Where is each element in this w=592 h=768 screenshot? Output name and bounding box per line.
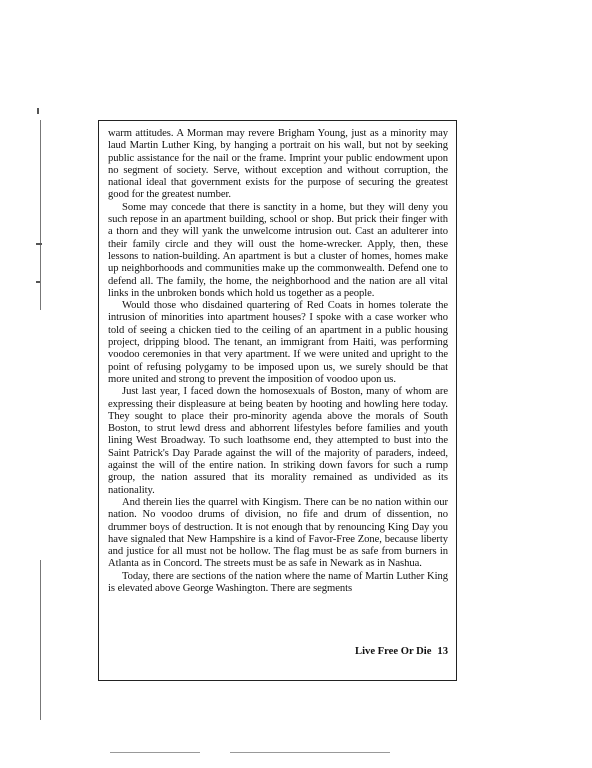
paragraph-3: Would those who disdained quartering of Red Coats in homes tolerate the intrusion of minorities into apartment houses? I spoke with a case worker who told of seeing a chicken tied to the ceiling of an apartment in a public housing project, dripping blood. The tenant, an immigrant from Haiti, was performing voodoo ceremonies in that very apartment. If we were united and upright to the point of refusing polygamy to be imposed upon us, we surely should be that more united and strong to prevent the imposition of voodoo upon us. [108, 300, 448, 385]
running-title: Live Free Or Die [355, 646, 432, 657]
page-footer [330, 646, 448, 657]
paragraph-4: Just last year, I faced down the homosexuals of Boston, many of whom are expressing their displeasure at being beaten by hooting and howling here today. They sought to place their pro-minority agenda above the morals of South Boston, to strut lewd dress and abhorrent lifestyles before families and youth lining West Broadway. To such loathsome end, they attempted to bust into the Saint Patrick's Day Parade against the will of the majority of paraders, indeed, against the will of the entire nation. In striking down favors for such a rump group, the nation assured that its morality remained as undivided as its nationality. [108, 386, 448, 496]
scan-speck [37, 108, 39, 114]
paragraph-5: And therein lies the quarrel with Kingism. There can be no nation within our nation. No voodoo drums of division, no fife and drum of dissention, no drummer boys of destruction. It is not enough that by renouncing King Day you have signaled that New Hampshire is a kind of Favor-Free Zone, because liberty and justice for all must not be hollow. The flag must be as safe from burners in Atlanta as in Concord. The streets must be as safe in Newark as in Nashua. [108, 496, 448, 570]
binding-shadow-line [40, 120, 41, 310]
scan-bottom-edge [230, 752, 390, 753]
scan-speck [36, 281, 40, 283]
binding-shadow-line [40, 560, 41, 720]
paragraph-2: Some may concede that there is sanctity in a home, but they will deny you such repose in an apartment building, school or shop. But prick their finger with a thorn and they will yank the unwelcome intrusion out. Cast an adulterer into their family circle and they will oust the home-wrecker. Apply, then, these lessons to nation-building. An apartment is but a cluster of homes, homes make up neighborhoods and communities make up the commonwealth. Defend one to defend all. The family, the home, the neighborhood and the nation are all vital links in the unbroken bonds which hold us together as a people. [108, 201, 448, 299]
page-number: 13 [437, 646, 448, 657]
scan-bottom-edge [110, 752, 200, 753]
paragraph-1: warm attitudes. A Morman may revere Brigham Young, just as a minority may laud Martin Luther King, by hanging a portrait on his wall, but not by seeking public assistance for the nail or the frame. Imprint your public endowment upon no segment of society. Serve, without exception and without corruption, the national ideal that government exists for the purpose of securing the greatest good for the greatest number. [108, 128, 448, 201]
paragraph-6: Today, there are sections of the nation where the name of Martin Luther King is elevated above George Washington. There are segments [108, 570, 448, 594]
scan-speck [36, 243, 42, 245]
text-column [108, 128, 448, 595]
